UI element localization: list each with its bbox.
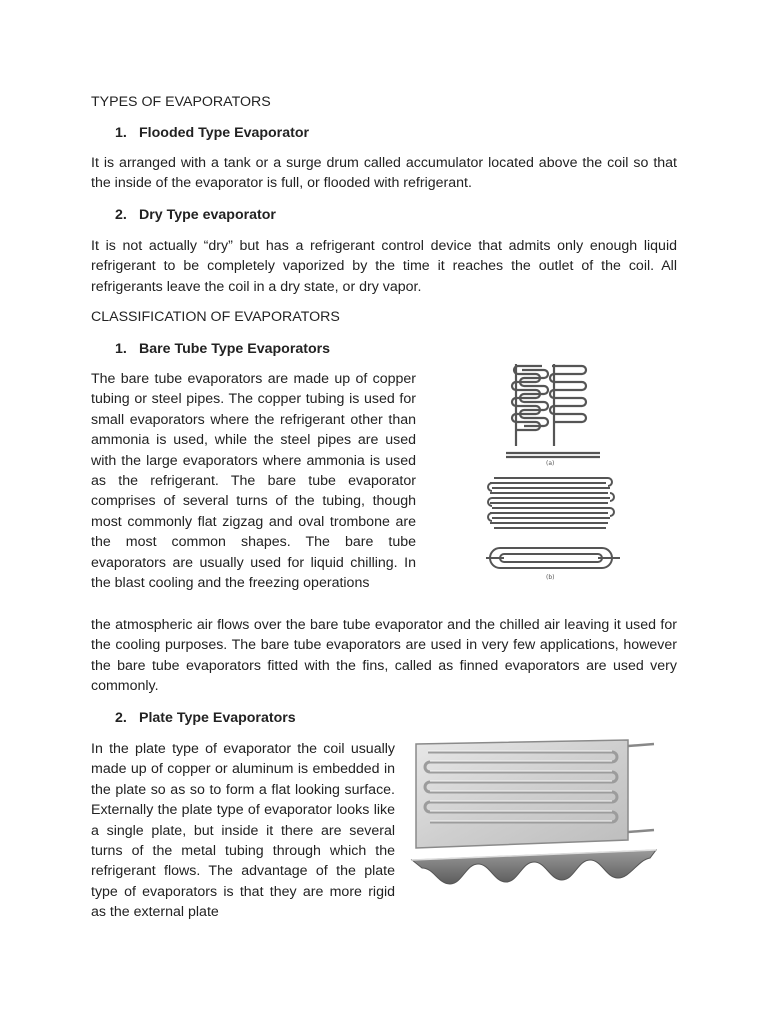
item-number: 1. bbox=[115, 125, 127, 141]
zigzag-coil-drawing bbox=[506, 364, 600, 457]
flooded-type-heading bbox=[115, 123, 309, 143]
plate-type-text: In the plate type of evaporator the coil usually made up of copper or aluminum is embedded in the plate so as so to form a flat looking surface. Externally the plate type of evaporator looks like a single plate, but inside it there are several turns of the metal tubing through which the refrigerant flows. The advantage of the plate type of evaporators is that they are more rigid as the external plate bbox=[91, 741, 395, 921]
figure-label-a: (a) bbox=[546, 460, 555, 467]
plate-cross-section-drawing bbox=[412, 850, 656, 884]
bare-tube-evaporator-figure bbox=[470, 352, 632, 584]
item-number: 1. bbox=[115, 341, 127, 357]
dry-type-heading bbox=[115, 205, 276, 225]
plate-type-heading bbox=[115, 708, 296, 728]
bare-tube-text-continued: the atmospheric air flows over the bare tube evaporator and the chilled air leaving it used for the cooling purposes. The bare tube evaporators are used in very few applications, however the bare tube evaporators fitted with the fins, called as finned evaporators are used very commonly. bbox=[91, 617, 677, 695]
item-number: 2. bbox=[115, 710, 127, 726]
plate-evaporator-figure bbox=[406, 732, 662, 928]
figure-label-b: (b) bbox=[546, 574, 555, 581]
item-title: Bare Tube Type Evaporators bbox=[139, 341, 331, 357]
flooded-type-text: It is arranged with a tank or a surge drum called accumulator located above the coil so that the inside of the evaporator is full, or flooded with refrigerant. bbox=[91, 155, 677, 192]
plate-panel-drawing bbox=[416, 740, 654, 848]
bare-tube-heading bbox=[115, 339, 330, 359]
types-heading: TYPES OF EVAPORATORS bbox=[91, 94, 271, 110]
item-title: Plate Type Evaporators bbox=[139, 710, 296, 726]
bare-tube-text: The bare tube evaporators are made up of copper tubing or steel pipes. The copper tubing is used for small evaporators where the refrigerant other than ammonia is used, while the steel pipes are used with the large evaporators where ammonia is used as the refrigerant. The bare tube evaporator comprises of several turns of the tubing, though most commonly flat zigzag and oval trombone are the most common shapes. The bare tube evaporators are usually used for liquid chilling. In the blast cooling and the freezing operations bbox=[91, 371, 416, 592]
dry-type-text: It is not actually “dry” but has a refrigerant control device that admits only enough liquid refrigerant to be completely vaporized by the time it reaches the outlet of the coil. All refrigerants leave the coil in a dry state, or dry vapor. bbox=[91, 238, 677, 295]
trombone-coil-drawing bbox=[486, 478, 620, 568]
item-title: Dry Type evaporator bbox=[139, 207, 276, 223]
classification-heading: CLASSIFICATION OF EVAPORATORS bbox=[91, 309, 340, 325]
item-title: Flooded Type Evaporator bbox=[139, 125, 310, 141]
item-number: 2. bbox=[115, 207, 127, 223]
